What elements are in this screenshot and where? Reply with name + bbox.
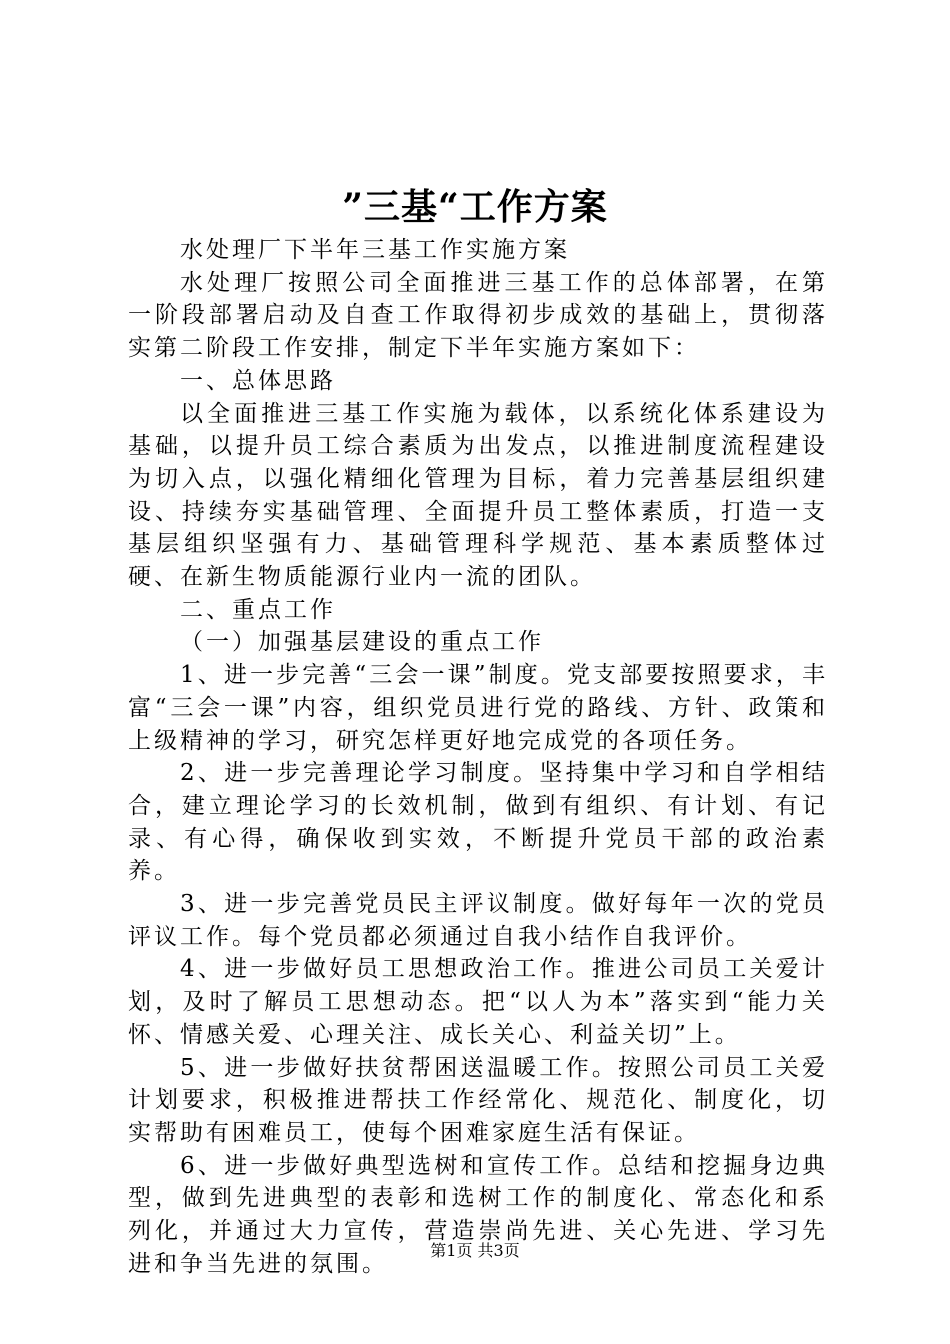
paragraph-overall-approach: 以全面推进三基工作实施为载体，以系统化体系建设为基础，以提升员工综合素质为出发点，以推进制度流程建设为切入点，以强化精细化管理为目标，着力完善基层组织建设、持续夯实基础管理、全面提升员工整体素质，打造一支基层组织坚强有力、基础管理科学规范、基本素质整体过硬、在新生物质能源行业内一流的团队。 (128, 400, 828, 591)
list-item-4: 4、进一步做好员工思想政治工作。推进公司员工关爱计划，及时了解员工思想动态。把“以人为本”落实到“能力关怀、情感关爱、心理关注、成长关心、利益关切”上。 (128, 956, 828, 1048)
section-heading-overall-approach: 一、总体思路 (180, 367, 336, 394)
list-item-2: 2、进一步完善理论学习制度。坚持集中学习和自学相结合，建立理论学习的长效机制，做到有组织、有计划、有记录、有心得，确保收到实效，不断提升党员干部的政治素养。 (128, 760, 828, 885)
list-item-1: 1、进一步完善“三会一课”制度。党支部要按照要求，丰富“三会一课”内容，组织党员进行党的路线、方针、政策和上级精神的学习，研究怎样更好地完成党的各项任务。 (128, 662, 828, 754)
paragraph-subtitle: 水处理厂下半年三基工作实施方案 (180, 237, 570, 263)
list-item-6: 6、进一步做好典型选树和宣传工作。总结和挖掘身边典型，做到先进典型的表彰和选树工作的制度化、常态化和系列化，并通过大力宣传，营造崇尚先进、关心先进、学习先进和争当先进的氛围。 (128, 1152, 828, 1277)
list-item-3: 3、进一步完善党员民主评议制度。做好每年一次的党员评议工作。每个党员都必须通过自我小结作自我评价。 (128, 891, 828, 950)
document-body (128, 234, 828, 1281)
list-item-5: 5、进一步做好扶贫帮困送温暖工作。按照公司员工关爱计划要求，积极推进帮扶工作经常化、规范化、制度化，切实帮助有困难员工，使每个困难家庭生活有保证。 (128, 1054, 828, 1146)
section-heading-key-work: 二、重点工作 (180, 596, 336, 623)
paragraph-intro: 水处理厂按照公司全面推进三基工作的总体部署，在第一阶段部署启动及自查工作取得初步成效的基础上，贯彻落实第二阶段工作安排，制定下半年实施方案如下： (128, 269, 828, 362)
subsection-heading-grassroots: （一）加强基层建设的重点工作 (180, 629, 544, 656)
page-footer: 第1页 共3页 (430, 1241, 520, 1260)
document-title: ”三基“工作方案 (342, 186, 608, 228)
